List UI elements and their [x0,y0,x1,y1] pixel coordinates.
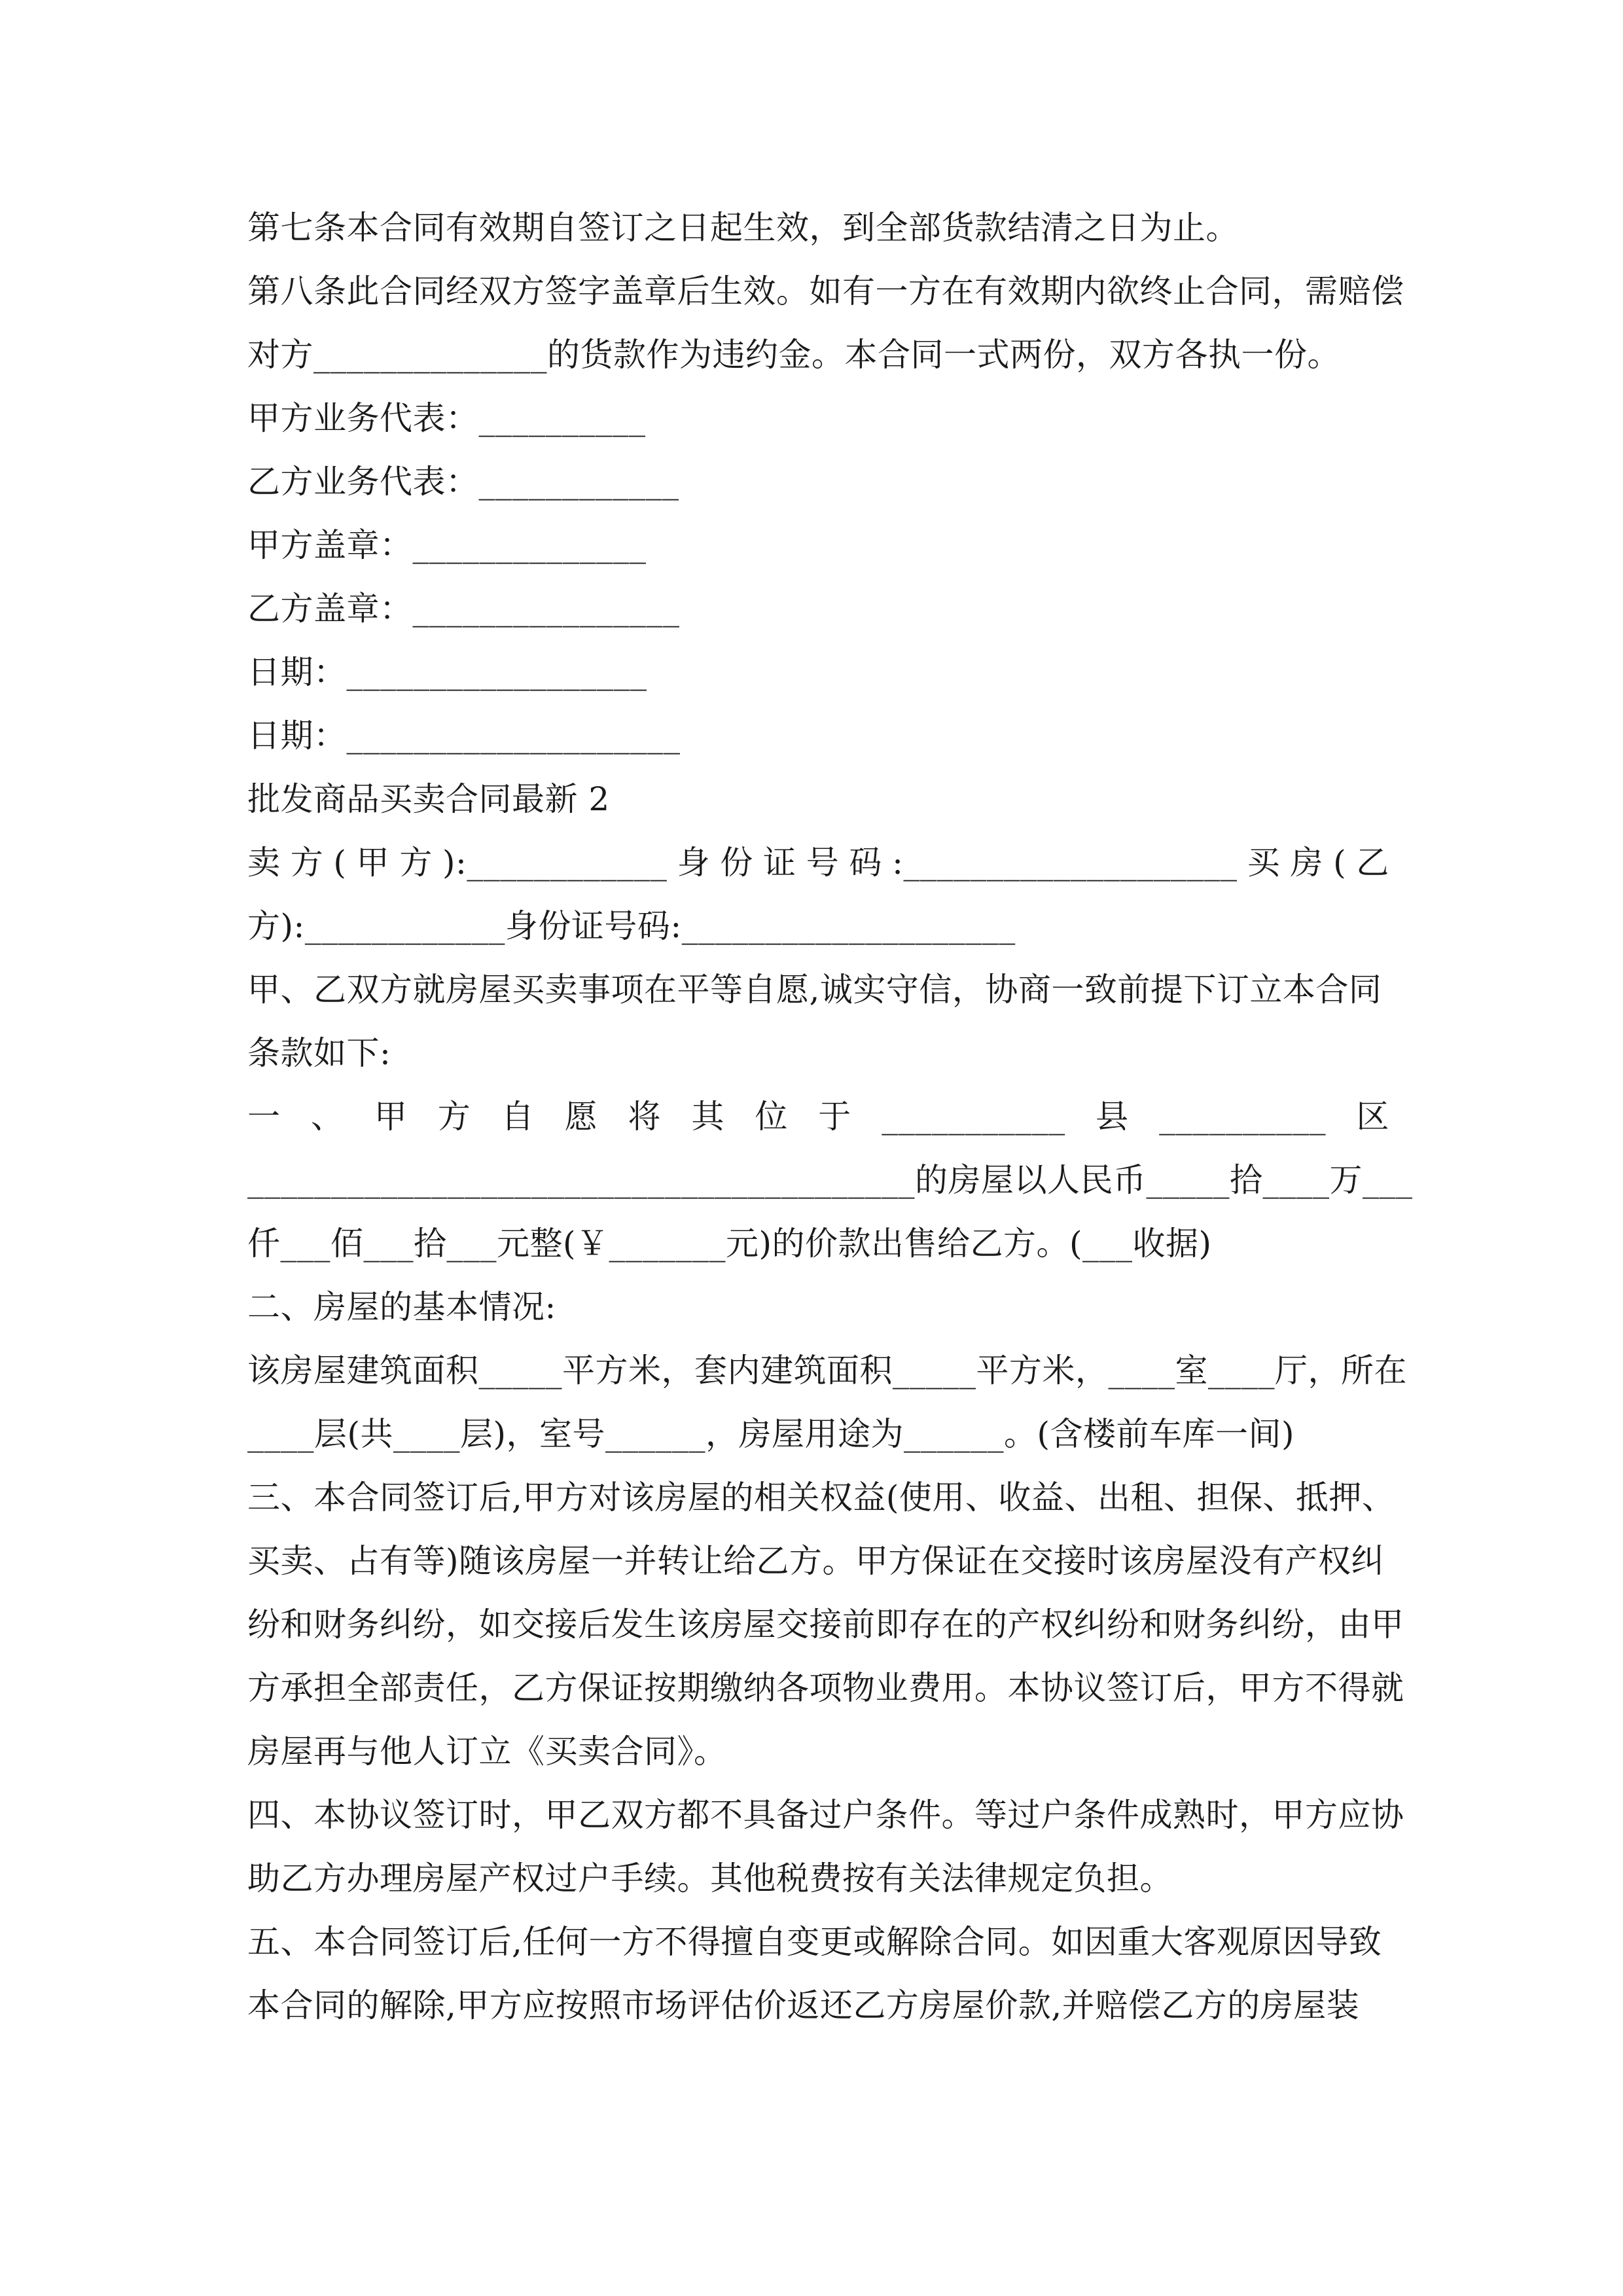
party-b-representative: 乙方业务代表：____________ [247,463,679,501]
seller-token: 号 [806,844,840,882]
clause-one-token: 位 [755,1098,788,1136]
section-title: 批发商品买卖合同最新 2 [247,780,610,818]
clause-one-line-2 [247,1154,1413,1206]
clause-two-line-2: ____层(共____层)，室号______，房屋用途为______。(含楼前车库一间) [247,1415,1295,1453]
clause-one-token: 县 [1096,1098,1129,1136]
clause-one-token: 自 [501,1098,535,1136]
preamble-line-1: 甲、乙双方就房屋买卖事项在平等自愿,诚实守信，协商一致前提下订立本合同 [247,971,1382,1009]
clause-one-token: 将 [628,1098,662,1136]
buyer-line: 方):____________身份证号码:____________________ [247,907,1016,945]
preamble-line-2: 条款如下: [247,1034,391,1072]
price-token: _____拾____万___ [1146,1161,1413,1199]
clause-three-line-1: 三、本合同签订后,甲方对该房屋的相关权益(使用、收益、出租、担保、抵押、 [247,1479,1395,1516]
clause-one-token: 一 [247,1098,281,1136]
clause-one-token: 方 [437,1098,471,1136]
seller-token: ( [333,844,347,882]
clause-two-heading: 二、房屋的基本情况: [247,1288,556,1326]
seller-token: ):____________ [442,844,668,882]
clause-five-line-2: 本合同的解除,甲方应按照市场评估价返还乙方房屋价款,并赔偿乙方的房屋装 [247,1986,1360,2024]
clause-three-line-3: 纷和财务纠纷，如交接后发生该房屋交接前即存在的产权纠纷和财务纠纷，由甲 [247,1605,1404,1643]
seller-token: 房 [1290,844,1323,882]
clause-three-line-5: 房屋再与他人订立《买卖合同》。 [247,1732,727,1770]
seller-token: 身 [677,844,711,882]
clause-eight-line-1: 第八条此合同经双方签字盖章后生效。如有一方在有效期内欲终止合同，需赔偿 [247,272,1404,310]
clause-one-token: 愿 [564,1098,598,1136]
date-line-2: 日期：____________________ [247,717,681,755]
clause-eight-line-2: 对方______________的货款作为违约金。本合同一式两份，双方各执一份。 [247,336,1340,374]
seller-token: 证 [763,844,796,882]
clause-seven: 第七条本合同有效期自签订之日起生效，到全部货款结清之日为止。 [247,209,1239,247]
clause-five-line-1: 五、本合同签订后,任何一方不得擅自变更或解除合同。如因重大客观原因导致 [247,1923,1382,1961]
seller-token: 甲 [356,844,390,882]
clause-one-line-1 [247,1090,1389,1143]
clause-four-line-1: 四、本协议签订时，甲乙双方都不具备过户条件。等过户条件成熟时，甲方应协 [247,1796,1404,1834]
party-b-seal: 乙方盖章：________________ [247,590,680,628]
seller-token: 码 [849,844,882,882]
clause-one-line-3: 仟___佰___拾___元整(￥_______元)的价款出售给乙方。(___收据) [247,1225,1212,1263]
seller-token: 乙 [1356,844,1389,882]
seller-token: 方 [290,844,324,882]
clause-one-token: __________ [1159,1098,1327,1136]
clause-three-line-2: 买卖、占有等)随该房屋一并转让给乙方。甲方保证在交接时该房屋没有产权纠 [247,1542,1385,1580]
clause-one-token: 区 [1356,1098,1389,1136]
price-token: ________________________________________的房屋以人民币 [247,1161,1147,1199]
seller-token: 卖 [247,844,281,882]
clause-two-line-1: 该房屋建筑面积_____平方米，套内建筑面积_____平方米，____室____厅，所在 [247,1352,1407,1390]
party-a-representative: 甲方业务代表：__________ [247,399,646,437]
party-a-seal: 甲方盖章：______________ [247,526,647,564]
seller-token: ( [1333,844,1347,882]
clause-three-line-4: 方承担全部责任，乙方保证按期缴纳各项物业费用。本协议签订后，甲方不得就 [247,1669,1404,1707]
clause-one-token: 甲 [374,1098,408,1136]
clause-one-token: 其 [691,1098,724,1136]
clause-one-token: 于 [818,1098,851,1136]
clause-four-line-2: 助乙方办理房屋产权过户手续。其他税费按有关法律规定负担。 [247,1859,1173,1897]
seller-token: 买 [1247,844,1281,882]
seller-token: :____________________ [892,844,1238,882]
date-line-1: 日期：__________________ [247,653,647,691]
clause-one-token: 、 [310,1098,344,1136]
seller-line [247,836,1389,889]
seller-token: 份 [720,844,753,882]
seller-token: 方 [399,844,433,882]
clause-one-token: ___________ [882,1098,1065,1136]
